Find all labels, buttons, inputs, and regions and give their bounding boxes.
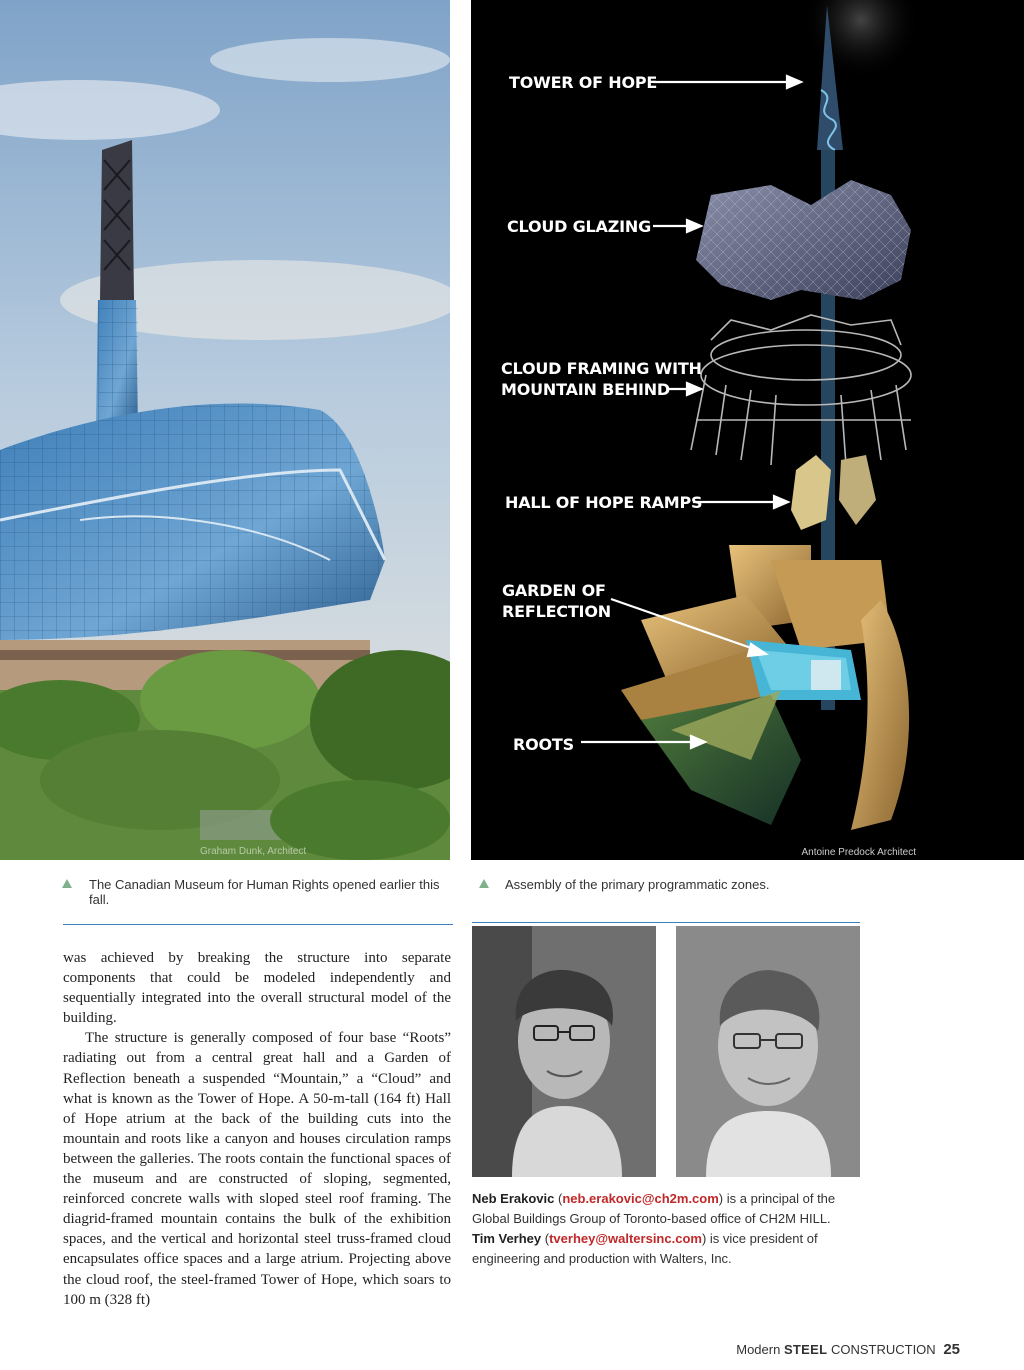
photo-credit: Graham Dunk, Architect	[200, 846, 307, 857]
page-footer	[736, 1341, 960, 1358]
label-garden-line1: GARDEN OF	[502, 581, 606, 600]
footer-steel: STEEL	[783, 1342, 828, 1357]
article-paragraph-2: The structure is generally composed of four base “Roots” radiating out from a central great hall and a Garden of Reflection beneath a suspended “Mountain,” a “Cloud” and what is known as the Tower of Hope. A 50-m-tall (164 ft) Hall of Hope atrium at the back of the building cuts into the mountain and roots like a canyon and houses circulation ramps between the galleries. The roots contain the functional spaces of the museum and are constructed of sloping, segmented, reinforced concrete walls with sloped steel roof framing. The diagrid-framed mountain contains the bulk of the exhibition spaces, and the vertical and horizontal steel truss-framed cloud encapsulates office spaces and a large atrium. Projecting above the cloud roof, the steel-framed Tower of Hope, which soars to 100 m (328 ft)	[63, 1030, 451, 1308]
label-roots: ROOTS	[513, 735, 574, 754]
divider-left	[63, 924, 453, 925]
label-cloud-framing-line1: CLOUD FRAMING WITH	[501, 359, 702, 378]
portrait-tim-verhey	[676, 926, 860, 1177]
label-garden-line2: REFLECTION	[502, 602, 611, 621]
caption-caret-left-icon	[62, 879, 72, 888]
author2-description: is vice president of engineering and production with Walters, Inc.	[472, 1231, 818, 1266]
author2-name: Tim Verhey	[472, 1231, 542, 1246]
caption-caret-right-icon	[479, 879, 489, 888]
footer-construction: CONSTRUCTION	[830, 1342, 936, 1357]
author-bio: Neb Erakovic (neb.erakovic@ch2m.com) is a principal of the Global Buildings Group of Toronto-based office of CH2M HILL. Tim Verhey (tverhey@waltersinc.com) is vice president of engineering and production with Walters, Inc.	[472, 1191, 836, 1266]
label-tower-of-hope: TOWER OF HOPE	[509, 73, 658, 92]
caption-left: The Canadian Museum for Human Rights opened earlier this fall.	[89, 877, 440, 907]
article-body	[63, 948, 451, 1310]
label-cloud-framing-line2: MOUNTAIN BEHIND	[501, 380, 671, 399]
museum-photo	[0, 0, 450, 860]
article-paragraph-1: was achieved by breaking the structure into separate components that could be modeled independently and sequentially integrated into the overall structural model of the building.	[63, 950, 451, 1027]
author1-description: is a principal of the Global Buildings Group of Toronto-based office of CH2M HILL.	[472, 1191, 836, 1226]
label-cloud-glazing: CLOUD GLAZING	[507, 217, 652, 236]
author1-name: Neb Erakovic	[472, 1191, 555, 1206]
portrait-neb-erakovic	[472, 926, 656, 1177]
author2-email-link[interactable]: tverhey@waltersinc.com	[549, 1231, 702, 1246]
footer-modern: Modern	[736, 1342, 781, 1357]
programmatic-zones-diagram	[471, 0, 1024, 860]
divider-right	[472, 922, 860, 923]
label-hall-of-hope-ramps: HALL OF HOPE RAMPS	[505, 493, 703, 512]
page-number: 25	[943, 1341, 960, 1358]
author1-email-link[interactable]: neb.erakovic@ch2m.com	[562, 1191, 719, 1206]
caption-right: Assembly of the primary programmatic zones.	[505, 877, 770, 892]
diagram-credit: Antoine Predock Architect	[801, 847, 916, 858]
